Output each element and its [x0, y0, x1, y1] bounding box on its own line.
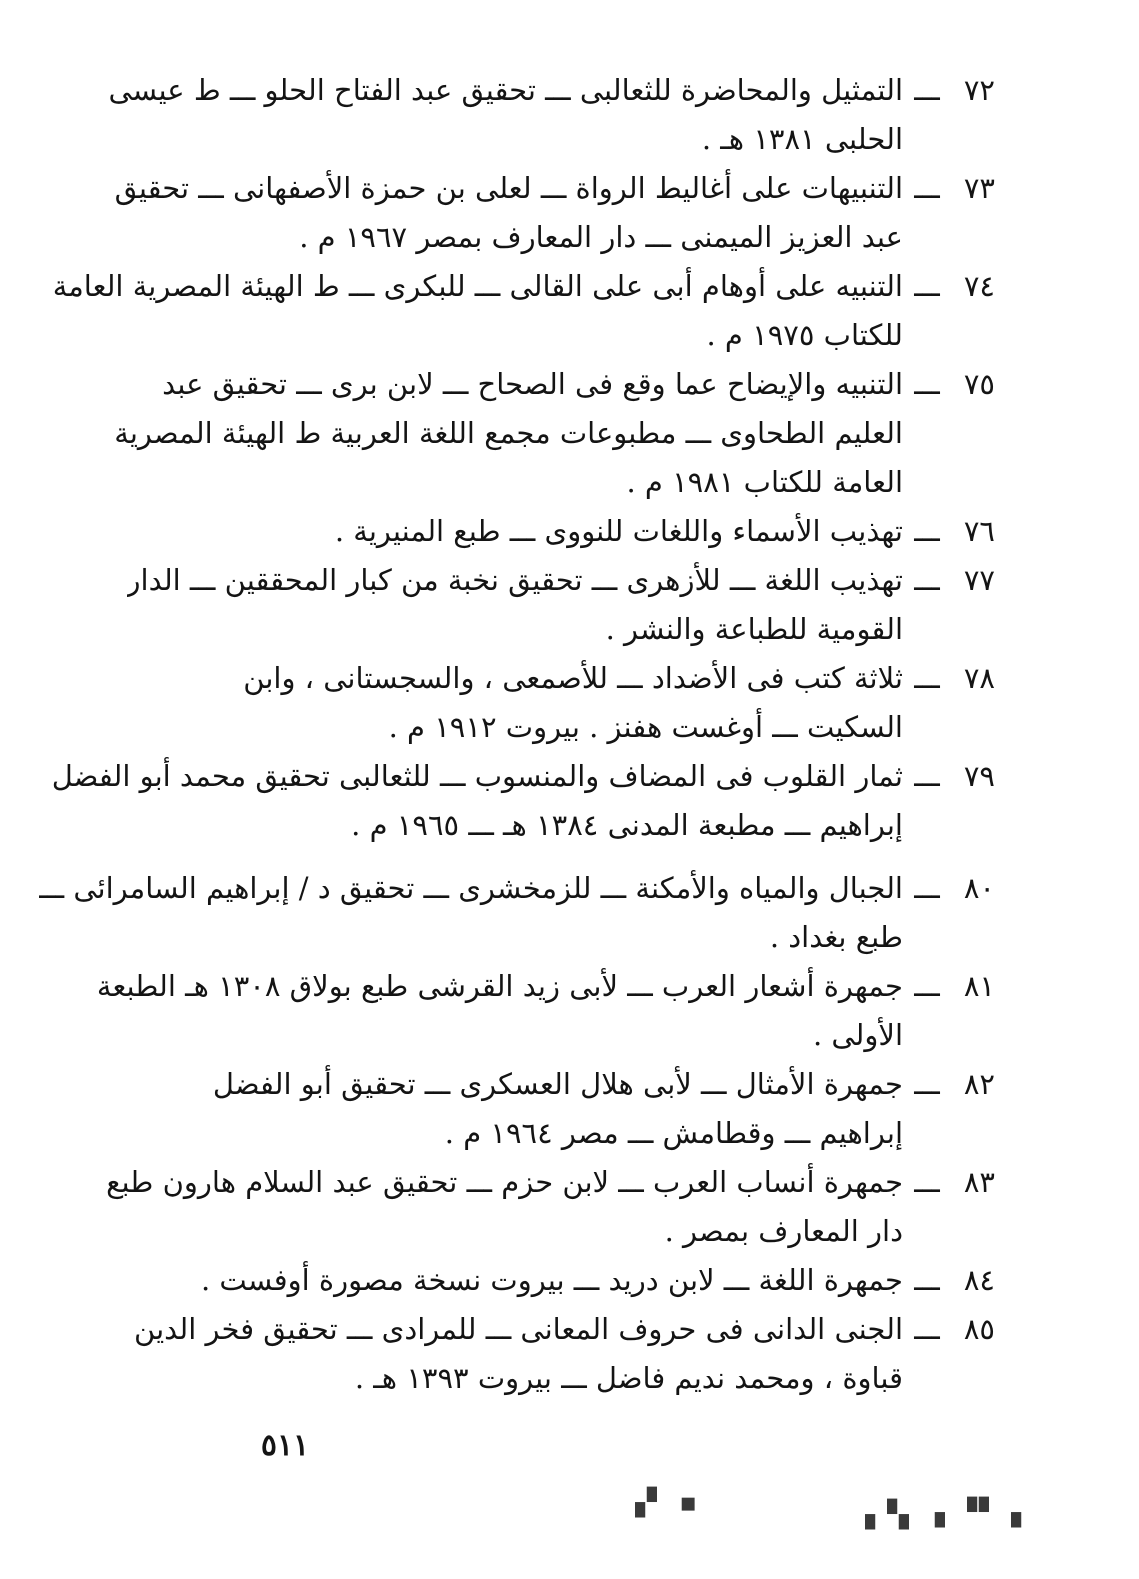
- entry-number: ٨٣: [963, 1165, 995, 1199]
- entry-line: السكيت ـــ أوغست هفنز . بيروت ١٩١٢ م .: [388, 710, 903, 744]
- bibliography-entry: [205, 507, 995, 556]
- entry-dash: ـــ: [914, 1263, 940, 1297]
- entry-line: التنبيه والإيضاح عما وقع فى الصحاح ـــ لابن برى ـــ تحقيق عبد: [162, 367, 903, 401]
- entry-dash: ـــ: [914, 514, 940, 548]
- entry-text: [52, 752, 903, 850]
- entry-line: جمهرة الأمثال ـــ لأبى هلال العسكرى ـــ تحقيق أبو الفضل: [212, 1067, 903, 1101]
- entry-number: ٧٥: [963, 367, 995, 401]
- entry-dash: ـــ: [914, 759, 940, 793]
- entry-line: الجنى الدانى فى حروف المعانى ـــ للمرادى ـــ تحقيق فخر الدين: [134, 1312, 903, 1346]
- bibliography-entry: [114, 360, 995, 507]
- entry-line: الحلبى ١٣٨١ هـ .: [701, 122, 903, 156]
- entry-text: [39, 864, 903, 962]
- entry-dash: ـــ: [914, 969, 940, 1003]
- entry-dash: ـــ: [914, 661, 940, 695]
- entry-text: [109, 66, 904, 164]
- entry-number: ٨٥: [963, 1312, 995, 1346]
- entry-dash: ـــ: [914, 1312, 940, 1346]
- entry-line: القومية للطباعة والنشر .: [605, 612, 903, 646]
- entry-line: العامة للكتاب ١٩٨١ م .: [626, 465, 903, 499]
- entry-number: ٨٤: [963, 1263, 995, 1297]
- entry-text: [115, 164, 903, 262]
- entry-number: ٧٢: [963, 73, 995, 107]
- entry-line: قباوة ، ومحمد نديم فاضل ـــ بيروت ١٣٩٣ هـ .: [354, 1361, 903, 1395]
- entry-line: الجبال والمياه والأمكنة ـــ للزمخشرى ـــ تحقيق د / إبراهيم السامرائى ـــ: [38, 871, 903, 905]
- entry-line: العليم الطحاوى ـــ مطبوعات مجمع اللغة العربية ط الهيئة المصرية: [114, 416, 903, 450]
- entry-line: طبع بغداد .: [769, 920, 903, 954]
- entry-dash: ـــ: [914, 1067, 940, 1101]
- entry-number: ٧٣: [963, 171, 995, 205]
- entry-number: ٨٢: [963, 1067, 995, 1101]
- bibliography-entry: [106, 1158, 995, 1256]
- scan-artifact: ▪ ▘▗: [625, 1488, 699, 1518]
- bibliography-entry: [96, 962, 995, 1060]
- entry-number: ٧٤: [963, 269, 995, 303]
- entry-number: ٧٩: [963, 759, 995, 793]
- entry-line: دار المعارف بمصر .: [664, 1214, 903, 1248]
- entry-dash: ـــ: [914, 367, 940, 401]
- entry-line: جمهرة أنساب العرب ـــ لابن حزم ـــ تحقيق عبد السلام هارون طبع: [106, 1165, 903, 1199]
- entry-text: [106, 1158, 903, 1256]
- entry-line: تهذيب الأسماء واللغات للنووى ـــ طبع المنيرية .: [334, 514, 903, 548]
- entry-dash: ـــ: [914, 563, 940, 597]
- entry-line: التمثيل والمحاضرة للثعالبى ـــ تحقيق عبد الفتاح الحلو ـــ ط عيسى: [108, 73, 903, 107]
- entry-dash: ـــ: [914, 269, 940, 303]
- bibliography-entry: [52, 262, 995, 360]
- entry-number: ٧٨: [963, 661, 995, 695]
- bibliography-entry: [134, 1305, 995, 1403]
- bibliography-entry: [205, 1060, 995, 1158]
- entry-text: [134, 1305, 903, 1403]
- entry-line: إبراهيم ـــ مطبعة المدنى ١٣٨٤ هـ ـــ ١٩٦٥ م .: [351, 808, 903, 842]
- entry-line: للكتاب ١٩٧٥ م .: [706, 318, 903, 352]
- entry-text: [97, 962, 903, 1060]
- entry-line: إبراهيم ـــ وقطامش ـــ مصر ١٩٦٤ م .: [444, 1116, 903, 1150]
- scan-artifact: ▖▝▗: [855, 1500, 921, 1530]
- bibliography-entry: [114, 164, 995, 262]
- entry-line: تهذيب اللغة ـــ للأزهرى ـــ تحقيق نخبة من كبار المحققين ـــ الدار: [126, 563, 903, 597]
- entry-line: التنبيه على أوهام أبى على القالى ـــ للبكرى ـــ ط الهيئة المصرية العامة: [52, 269, 903, 303]
- entry-dash: ـــ: [914, 871, 940, 905]
- entry-line: ثلاثة كتب فى الأضداد ـــ للأصمعى ، والسجستانى ، وابن: [243, 661, 903, 695]
- entry-text: [205, 1060, 903, 1158]
- entry-text: [205, 654, 903, 752]
- page-number: ٥١١: [260, 1428, 310, 1463]
- entry-line: عبد العزيز الميمنى ـــ دار المعارف بمصر ١٩٦٧ م .: [299, 220, 903, 254]
- bibliography-list: [38, 66, 995, 1403]
- bibliography-entry: [108, 66, 995, 164]
- bibliography-entry: [38, 864, 995, 962]
- entry-line: التنبيهات على أغاليط الرواة ـــ لعلى بن حمزة الأصفهانى ـــ تحقيق: [114, 171, 903, 205]
- scan-artifact: ▗▘▝▖: [935, 1498, 1023, 1528]
- entry-number: ٨٠: [963, 871, 995, 905]
- bibliography-entry: [126, 556, 995, 654]
- entry-dash: ـــ: [914, 1165, 940, 1199]
- entry-number: ٨١: [963, 969, 995, 1003]
- entry-dash: ـــ: [914, 73, 940, 107]
- entry-line: جمهرة اللغة ـــ لابن دريد ـــ بيروت نسخة مصورة أوفست .: [200, 1263, 903, 1297]
- entry-line: جمهرة أشعار العرب ـــ لأبى زيد القرشى طبع بولاق ١٣٠٨ هـ الطبعة: [96, 969, 903, 1003]
- entry-text: [53, 262, 903, 360]
- entry-line: ثمار القلوب فى المضاف والمنسوب ـــ للثعالبى تحقيق محمد أبو الفضل: [51, 759, 903, 793]
- entry-text: [114, 360, 903, 507]
- bibliography-entry: [51, 752, 995, 850]
- entry-text: [127, 556, 903, 654]
- bibliography-entry: [205, 654, 995, 752]
- entry-text: [205, 507, 903, 556]
- bibliography-entry: [200, 1256, 995, 1305]
- entry-line: الأولى .: [812, 1018, 903, 1052]
- entry-number: ٧٧: [963, 563, 995, 597]
- entry-number: ٧٦: [963, 514, 995, 548]
- entry-dash: ـــ: [914, 171, 940, 205]
- entry-text: [201, 1256, 903, 1305]
